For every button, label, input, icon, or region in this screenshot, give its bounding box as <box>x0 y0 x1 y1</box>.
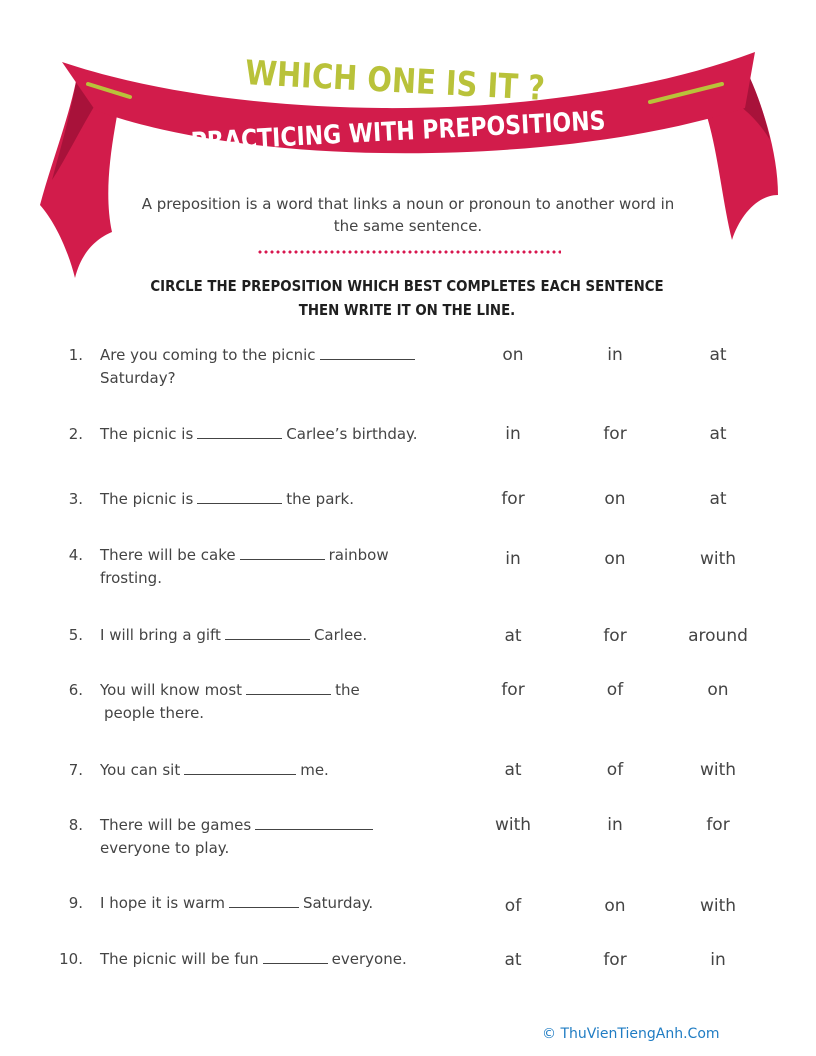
question-sentence <box>100 759 460 782</box>
sentence-continuation: frosting. <box>100 569 162 587</box>
sentence-start: You can sit <box>100 761 181 779</box>
question-item <box>0 544 816 604</box>
ribbon-banner <box>0 0 816 300</box>
answer-blank-line[interactable] <box>184 760 296 775</box>
preposition-option[interactable]: in <box>505 549 521 569</box>
question-item <box>0 679 816 739</box>
preposition-option[interactable]: at <box>709 424 727 444</box>
preposition-option[interactable]: at <box>504 760 522 780</box>
preposition-option[interactable]: on <box>604 549 626 569</box>
preposition-option[interactable]: with <box>699 549 737 569</box>
question-number: 9. <box>68 894 83 912</box>
preposition-option[interactable]: with <box>699 896 737 916</box>
answer-blank-line[interactable] <box>320 345 415 360</box>
preposition-option[interactable]: at <box>709 489 727 509</box>
question-number: 4. <box>68 546 83 564</box>
preposition-option[interactable]: for <box>603 626 627 646</box>
preposition-option[interactable]: on <box>502 345 524 365</box>
question-sentence <box>100 892 460 915</box>
preposition-option[interactable]: for <box>603 424 627 444</box>
sentence-start: You will know most <box>100 681 243 699</box>
sentence-start: There will be cake <box>100 546 236 564</box>
question-item <box>0 344 816 404</box>
question-number: 2. <box>68 425 83 443</box>
question-item <box>0 624 816 684</box>
preposition-option[interactable]: on <box>604 489 626 509</box>
preposition-option[interactable]: for <box>603 950 627 970</box>
title-text: WHICH ONE IS IT ? <box>244 53 599 112</box>
preposition-option[interactable]: of <box>504 896 522 916</box>
sentence-continuation: Saturday? <box>100 369 176 387</box>
sentence-end: the park. <box>286 490 355 508</box>
sentence-end: Carlee. <box>313 626 368 644</box>
sentence-end: everyone. <box>331 950 407 968</box>
question-number: 5. <box>68 626 83 644</box>
preposition-option[interactable]: of <box>606 680 624 700</box>
answer-blank-line[interactable] <box>197 489 282 504</box>
answer-blank-line[interactable] <box>263 949 328 964</box>
preposition-option[interactable]: with <box>494 815 532 835</box>
preposition-option[interactable]: of <box>606 760 624 780</box>
sentence-end: rainbow <box>328 546 389 564</box>
sentence-start: I hope it is warm <box>100 894 225 912</box>
answer-blank-line[interactable] <box>225 625 310 640</box>
sentence-start: There will be games <box>100 816 252 834</box>
question-item <box>0 892 816 952</box>
instruction-line-1: CIRCLE THE PREPOSITION WHICH BEST COMPLETES EACH SENTENCE <box>150 277 664 295</box>
dotted-divider <box>257 250 561 254</box>
sentence-start: The picnic is <box>100 490 194 508</box>
question-sentence <box>100 624 460 647</box>
question-number: 1. <box>68 346 83 364</box>
preposition-option[interactable]: for <box>706 815 730 835</box>
question-sentence <box>100 423 460 446</box>
answer-blank-line[interactable] <box>246 680 331 695</box>
sentence-end: me. <box>300 761 329 779</box>
preposition-option[interactable]: in <box>505 424 521 444</box>
preposition-option[interactable]: in <box>710 950 726 970</box>
intro-text: A preposition is a word that links a noun or pronoun to another word in the same sentence. <box>141 195 675 235</box>
question-sentence <box>100 679 460 725</box>
sentence-start: Are you coming to the picnic <box>100 346 316 364</box>
sentence-continuation: people there. <box>104 704 205 722</box>
question-item <box>0 814 816 874</box>
question-number: 10. <box>59 950 83 968</box>
preposition-option[interactable]: in <box>607 815 623 835</box>
preposition-option[interactable]: with <box>699 760 737 780</box>
answer-blank-line[interactable] <box>229 893 299 908</box>
answer-blank-line[interactable] <box>255 815 373 830</box>
preposition-option[interactable]: on <box>707 680 729 700</box>
question-item <box>0 423 816 483</box>
preposition-option[interactable]: for <box>501 680 525 700</box>
question-sentence <box>100 488 460 511</box>
sentence-start: The picnic is <box>100 425 194 443</box>
preposition-option[interactable]: at <box>504 950 522 970</box>
preposition-option[interactable]: around <box>688 626 748 646</box>
question-item <box>0 759 816 819</box>
answer-blank-line[interactable] <box>240 545 325 560</box>
question-item <box>0 948 816 1008</box>
question-sentence <box>100 814 460 860</box>
question-number: 7. <box>68 761 83 779</box>
instruction-line-2: THEN WRITE IT ON THE LINE. <box>298 301 516 319</box>
instruction <box>143 274 671 322</box>
sentence-start: I will bring a gift <box>100 626 221 644</box>
preposition-option[interactable]: at <box>504 626 522 646</box>
sentence-end: the <box>335 681 360 699</box>
question-number: 8. <box>68 816 83 834</box>
preposition-option[interactable]: for <box>501 489 525 509</box>
sentence-end: Carlee’s birthday. <box>286 425 418 443</box>
question-sentence <box>100 544 460 590</box>
sentence-start: The picnic will be fun <box>100 950 259 968</box>
sentence-continuation: everyone to play. <box>100 839 230 857</box>
question-sentence <box>100 948 460 971</box>
preposition-option[interactable]: at <box>709 345 727 365</box>
question-number: 3. <box>68 490 83 508</box>
sentence-end: Saturday. <box>302 894 374 912</box>
question-sentence <box>100 344 460 390</box>
question-item <box>0 488 816 548</box>
answer-blank-line[interactable] <box>197 424 282 439</box>
preposition-option[interactable]: on <box>604 896 626 916</box>
footer-credit: © ThuVienTiengAnh.Com <box>542 1026 720 1042</box>
preposition-option[interactable]: in <box>607 345 623 365</box>
question-number: 6. <box>68 681 83 699</box>
subtitle-text: PRACTICING WITH PREPOSITIONS <box>190 102 681 158</box>
